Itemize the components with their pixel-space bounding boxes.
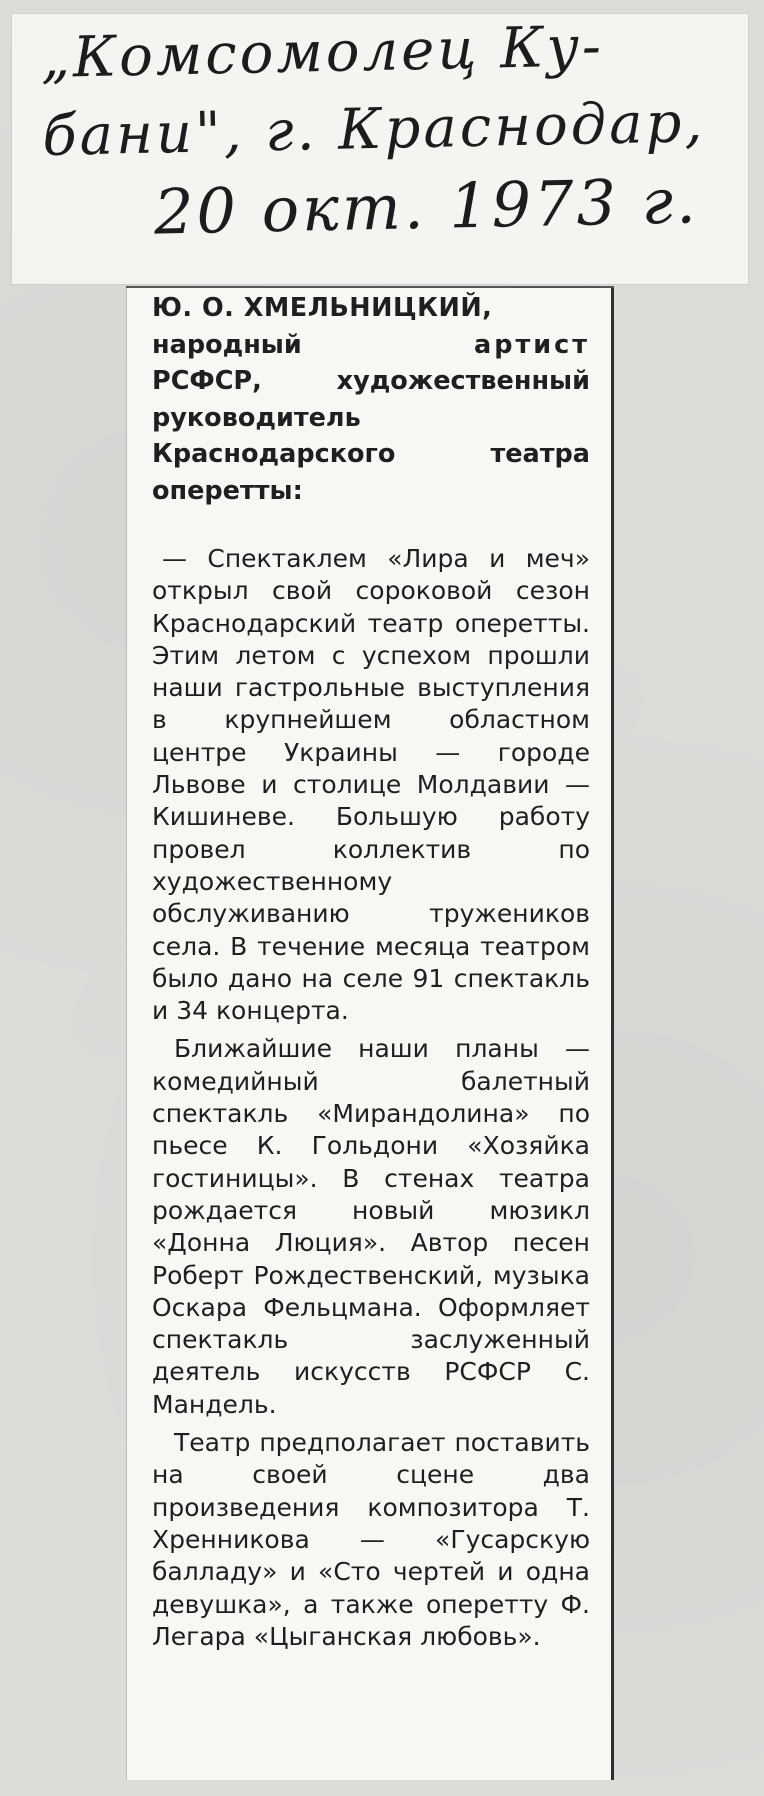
author-name: Ю. О. ХМЕЛЬНИЦКИЙ, (152, 293, 493, 323)
article-paragraph-1: — Спектаклем «Лира и меч» открыл свой сороковой сезон Краснодарский театр оперетты. Этим летом с успехом прошли наши гастрольные выступления в крупнейшем областном центре Украины — городе Львове и столице Молдавии — Кишиневе. Большую работу провел коллектив по художественному обслуживанию тружеников села. В течение месяца театром было дано на селе 91 спектакль и 34 концерта. (152, 544, 590, 1026)
author-title-word-1: народный (152, 329, 302, 360)
article-paragraph-2: Ближайшие наши планы — комедийный балетный спектакль «Мирандолина» по пьесе К. Гольдони «Хозяйка гостиницы». В стенах театра рождается новый мюзикл «Донна Люция». Автор песен Роберт Рождественский, музыка Оскара Фельцмана. Оформляет спектакль заслуженный деятель искусств РСФСР С. Мандель. (152, 1034, 590, 1419)
article-body (152, 543, 590, 1653)
handwritten-line-3: 20 окт. 1973 г. (153, 164, 700, 249)
handwritten-source-note (40, 5, 745, 254)
article-paragraph-3: Театр предполагает поставить на своей сцене два произведения композитора Т. Хренникова — «Гусарскую балладу» и «Сто чертей и одна девушка», а также оперетту Ф. Легара «Цыганская любовь». (152, 1428, 590, 1651)
author-title-word-2: артист (473, 329, 590, 360)
handwritten-line-1: „Комсомолец Ку- (40, 14, 605, 91)
clipping-top-edge (126, 286, 614, 288)
author-header (152, 290, 590, 509)
author-title-rest: РСФСР, художественный руководитель Краснодарского театра оперетты: (152, 366, 590, 506)
article-column (152, 290, 590, 1659)
handwritten-line-2: бани", г. Краснодар, (41, 90, 706, 169)
